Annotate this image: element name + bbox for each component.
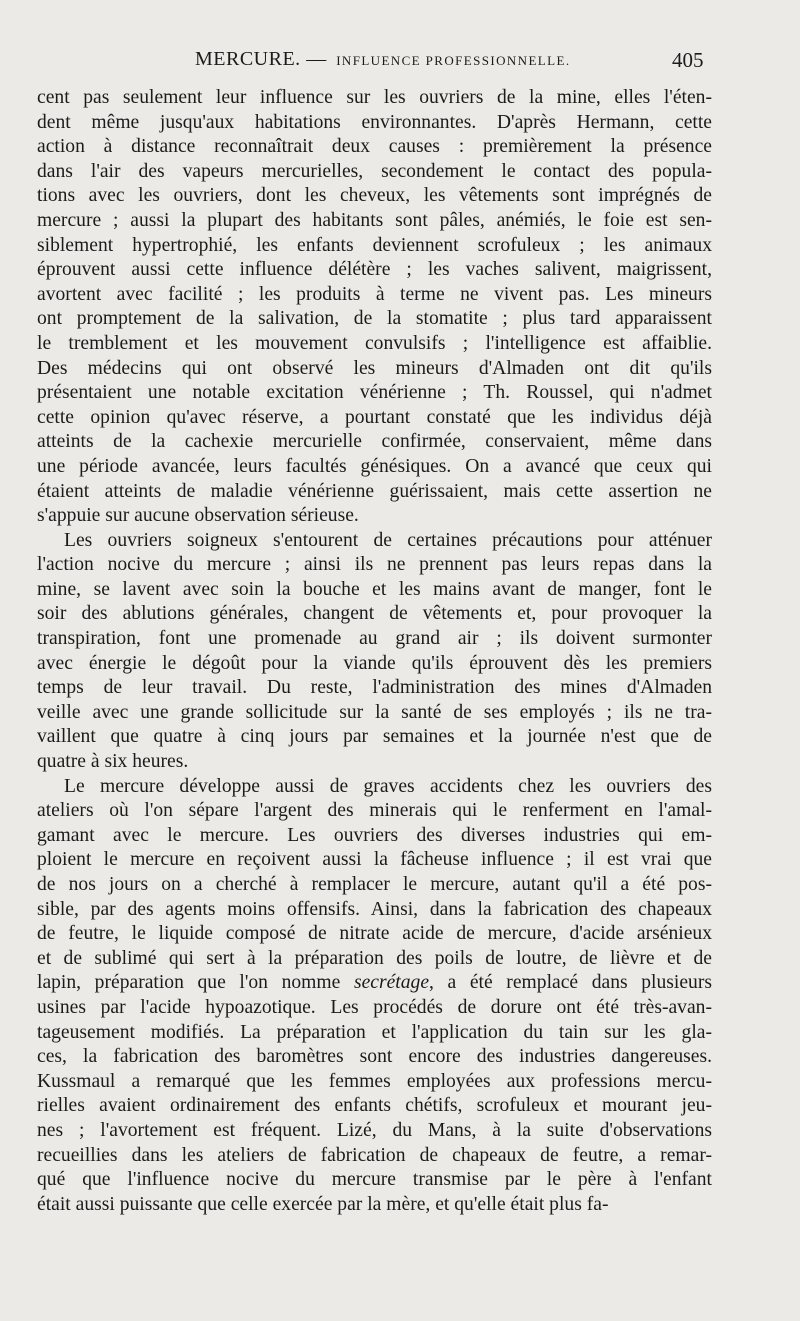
text-line: ont promptement de la salivation, de la stomatite ; plus tard apparaissent	[37, 308, 712, 330]
text-line: s'appuie sur aucune observation sérieuse.	[37, 505, 359, 527]
text-line: tions avec les ouvriers, dont les cheveux, les vêtements sont imprégnés de	[37, 185, 712, 207]
text-line: vaillent que quatre à cinq jours par semaines et la journée n'est que de	[37, 726, 712, 748]
text-line: tageusement modifiés. La préparation et l'application du tain sur les gla-	[37, 1021, 712, 1043]
page-number: 405	[672, 48, 704, 72]
text-line: sible, par des agents moins offensifs. Ainsi, dans la fabrication des chapeaux	[37, 898, 712, 920]
running-header	[0, 48, 800, 72]
text-line: Le mercure développe aussi de graves accidents chez les ouvriers des	[64, 775, 712, 797]
text-line: et de sublimé qui sert à la préparation des poils de loutre, de lièvre et de	[37, 947, 712, 969]
text-line: une période avancée, leurs facultés génésiques. On a avancé que ceux qui	[37, 455, 712, 477]
text-line: gamant avec le mercure. Les ouvriers des diverses industries qui em-	[37, 824, 712, 846]
text-line: temps de leur travail. Du reste, l'administration des mines d'Almaden	[37, 677, 712, 699]
running-title-main: MERCURE.	[195, 48, 301, 70]
text-line: transpiration, font une promenade au grand air ; ils doivent surmonter	[37, 628, 712, 650]
text-line: l'action nocive du mercure ; ainsi ils ne prennent pas leurs repas dans la	[37, 554, 712, 576]
text-line: ces, la fabrication des baromètres sont encore des industries dangereuses.	[37, 1046, 712, 1068]
paragraph	[37, 86, 712, 529]
text-line: soir des ablutions générales, changent de vêtements et, pour provoquer la	[37, 603, 712, 625]
text-line: étaient atteints de maladie vénérienne guérissaient, mais cette assertion ne	[37, 480, 712, 502]
text-line: nes ; l'avortement est fréquent. Lizé, du Mans, à la suite d'observations	[37, 1119, 712, 1141]
text-line: de feutre, le liquide composé de nitrate acide de mercure, d'acide arsénieux	[37, 923, 712, 945]
text-line: était aussi puissante que celle exercée par la mère, et qu'elle était plus fa-	[37, 1193, 609, 1215]
text-line: mercure ; aussi la plupart des habitants sont pâles, anémiés, le foie est sen-	[37, 209, 712, 231]
text-line: veille avec une grande sollicitude sur la santé de ses employés ; ils ne tra-	[37, 701, 712, 723]
text-line: recueillies dans les ateliers de fabrication de chapeaux de feutre, a remar-	[37, 1144, 712, 1166]
text-line: cent pas seulement leur influence sur les ouvriers de la mine, elles l'éten-	[37, 87, 712, 108]
text-line: ateliers où l'on sépare l'argent des minerais qui le renferment en l'amal-	[37, 800, 712, 822]
body-text	[37, 86, 712, 1217]
running-title	[195, 48, 570, 71]
text-line: Les ouvriers soigneux s'entourent de certaines précautions pour atténuer	[64, 529, 712, 551]
text-line: action à distance reconnaîtrait deux causes : premièrement la présence	[37, 136, 712, 158]
running-title-subtitle: INFLUENCE PROFESSIONNELLE.	[336, 53, 571, 68]
text-line: qué que l'influence nocive du mercure transmise par le père à l'enfant	[37, 1169, 712, 1191]
text-line: Kussmaul a remarqué que les femmes employées aux professions mercu-	[37, 1070, 712, 1092]
text-line: avortent avec facilité ; les produits à terme ne vivent pas. Les mineurs	[37, 283, 712, 305]
text-line: avec énergie le dégoût pour la viande qu'ils éprouvent dès les premiers	[37, 652, 712, 674]
paragraph	[37, 775, 712, 1218]
paragraph	[37, 529, 712, 775]
running-title-dash: —	[306, 48, 327, 70]
text-line: éprouvent aussi cette influence délétère ; les vaches salivent, maigrissent,	[37, 259, 712, 281]
text-line: siblement hypertrophié, les enfants deviennent scrofuleux ; les animaux	[37, 234, 712, 256]
text-line: dans l'air des vapeurs mercurielles, secondement le contact des popula-	[37, 160, 712, 182]
text-line: de nos jours on a cherché à remplacer le mercure, autant qu'il a été pos-	[37, 874, 712, 895]
text-line: Des médecins qui ont observé les mineurs d'Almaden ont dit qu'ils	[37, 357, 712, 379]
text-line: atteints de la cachexie mercurielle confirmée, conservaient, même dans	[37, 431, 712, 453]
text-line: le tremblement et les mouvement convulsifs ; l'intelligence est affaiblie.	[37, 332, 712, 354]
text-line: quatre à six heures.	[37, 751, 189, 773]
text-line: rielles avaient ordinairement des enfants chétifs, scrofuleux et mourant jeu-	[37, 1095, 712, 1117]
text-line: mine, se lavent avec soin la bouche et les mains avant de manger, font le	[37, 578, 712, 600]
text-line: cette opinion qu'avec réserve, a pourtant constaté que les individus déjà	[37, 406, 712, 428]
text-line: présentaient une notable excitation vénérienne ; Th. Roussel, qui n'admet	[37, 382, 712, 404]
text-line: lapin, préparation que l'on nomme secrétage, a été remplacé dans plusieurs	[37, 972, 712, 994]
text-line: dent même jusqu'aux habitations environnantes. D'après Hermann, cette	[37, 111, 712, 133]
text-line: ploient le mercure en reçoivent aussi la fâcheuse influence ; il est vrai que	[37, 849, 712, 871]
text-line: usines par l'acide hypoazotique. Les procédés de dorure ont été très-avan-	[37, 996, 712, 1018]
